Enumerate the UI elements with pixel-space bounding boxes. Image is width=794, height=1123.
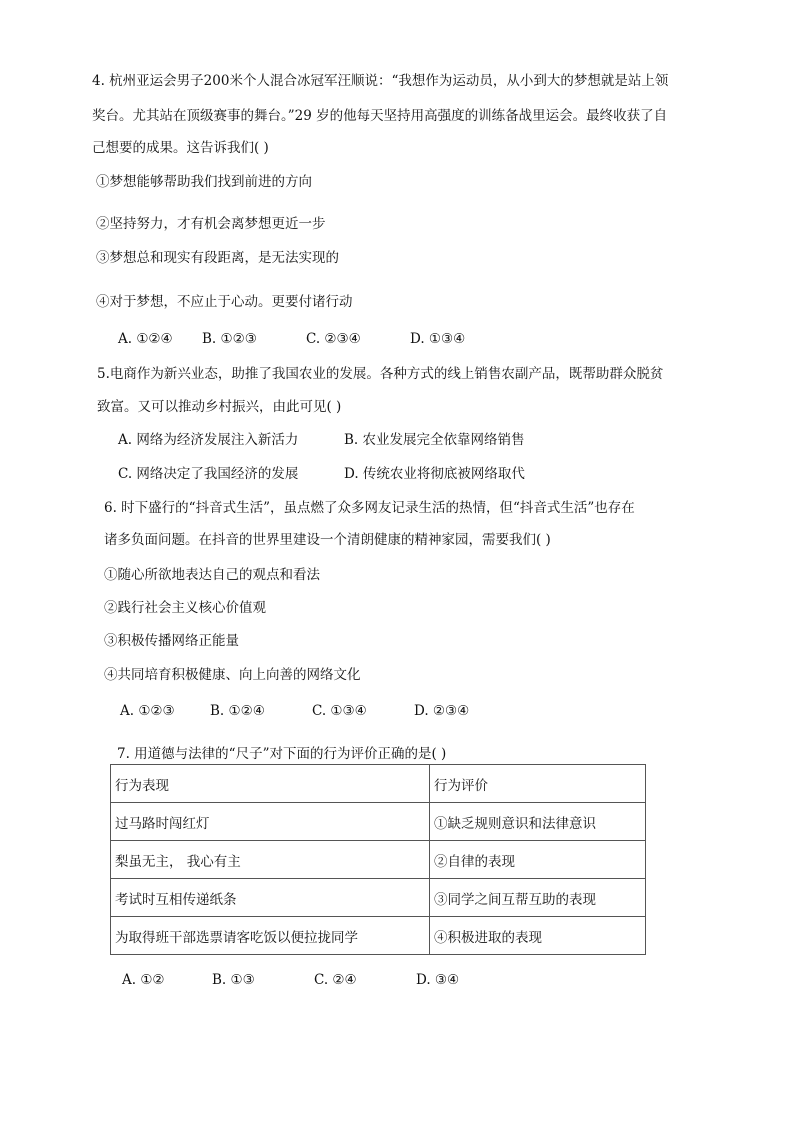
table-cell: 梨虽无主， 我心有主 [111, 841, 430, 879]
table-cell: ①缺乏规则意识和法律意识 [430, 803, 646, 841]
q7-option-b: B. ①③ [212, 972, 255, 988]
q6-item-2: ②践行社会主义核心价值观 [104, 600, 266, 616]
q4-option-b: B. ①②③ [202, 331, 257, 347]
q4-stem-line1: 4. 杭州亚运会男子200米个人混合冰冠军汪顺说：“我想作为运动员，从小到大的梦想就是站上领 [92, 73, 669, 89]
table-cell: 为取得班干部选票请客吃饭以便拉拢同学 [111, 917, 430, 955]
q4-item-4: ④对于梦想，不应止于心动。更要付诸行动 [96, 294, 353, 310]
table-cell: 考试时互相传递纸条 [111, 879, 430, 917]
q6-options [120, 701, 469, 721]
table-row [111, 803, 646, 841]
table-cell: ②自律的表现 [430, 841, 646, 879]
q5-option-a: A. 网络为经济发展注入新活力 [118, 432, 299, 448]
behavior-evaluation-table [110, 764, 646, 955]
q7-options [122, 970, 459, 990]
q5-stem-line1: 5.电商作为新兴业态，助推了我国农业的发展。各种方式的线上销售农副产品，既帮助群众脱贫 [97, 366, 664, 382]
q6-option-a: A. ①②③ [120, 703, 175, 719]
q4-option-d: D. ①③④ [410, 331, 466, 347]
table-row [111, 841, 646, 879]
q4-option-a: A. ①②④ [118, 331, 173, 347]
q7-option-d: D. ③④ [416, 972, 460, 988]
q4-stem-line2: 奖台。尤其站在顶级赛事的舞台。”29 岁的他每天坚持用高强度的训练备战里运会。最终收获了自 [92, 108, 668, 124]
q4-stem-line3: 己想要的成果。这告诉我们( ) [92, 140, 269, 156]
q6-stem-line2: 诸多负面问题。在抖音的世界里建设一个清朗健康的精神家园，需要我们( ) [104, 532, 551, 548]
q6-stem-line1: 6. 时下盛行的“抖音式生活”，虽点燃了众多网友记录生活的热情，但“抖音式生活”也存在 [104, 500, 635, 516]
q4-item-2: ②坚持努力，才有机会离梦想更近一步 [96, 216, 326, 232]
table-row [111, 879, 646, 917]
table-header-row [111, 765, 646, 803]
table-header-evaluation: 行为评价 [430, 765, 646, 803]
table-header-behavior: 行为表现 [111, 765, 430, 803]
q7-option-a: A. ①② [122, 972, 165, 988]
q6-option-c: C. ①③④ [312, 703, 367, 719]
q4-options [118, 329, 465, 349]
q4-item-1: ①梦想能够帮助我们找到前进的方向 [96, 174, 312, 190]
q4-item-3: ③梦想总和现实有段距离，是无法实现的 [96, 250, 339, 266]
table-row [111, 917, 646, 955]
q5-options-row1 [118, 430, 525, 450]
q5-options-row2 [118, 464, 525, 484]
q5-option-d: D. 传统农业将彻底被网络取代 [344, 466, 525, 482]
table-cell: ③同学之间互帮互助的表现 [430, 879, 646, 917]
q7-option-c: C. ②④ [314, 972, 357, 988]
q4-option-c: C. ②③④ [306, 331, 361, 347]
table-cell: ④积极进取的表现 [430, 917, 646, 955]
q7-stem: 7. 用道德与法律的“尺子”对下面的行为评价正确的是( ) [117, 746, 447, 762]
q6-item-1: ①随心所欲地表达自己的观点和看法 [104, 567, 320, 583]
q6-option-d: D. ②③④ [414, 703, 470, 719]
q6-item-4: ④共同培育积极健康、向上向善的网络文化 [104, 667, 361, 683]
q6-item-3: ③积极传播网络正能量 [104, 633, 239, 649]
q5-option-b: B. 农业发展完全依靠网络销售 [344, 432, 525, 448]
q5-option-c: C. 网络决定了我国经济的发展 [118, 466, 299, 482]
q6-option-b: B. ①②④ [210, 703, 265, 719]
table-cell: 过马路时闯红灯 [111, 803, 430, 841]
q5-stem-line2: 致富。又可以推动乡村振兴，由此可见( ) [97, 399, 342, 415]
